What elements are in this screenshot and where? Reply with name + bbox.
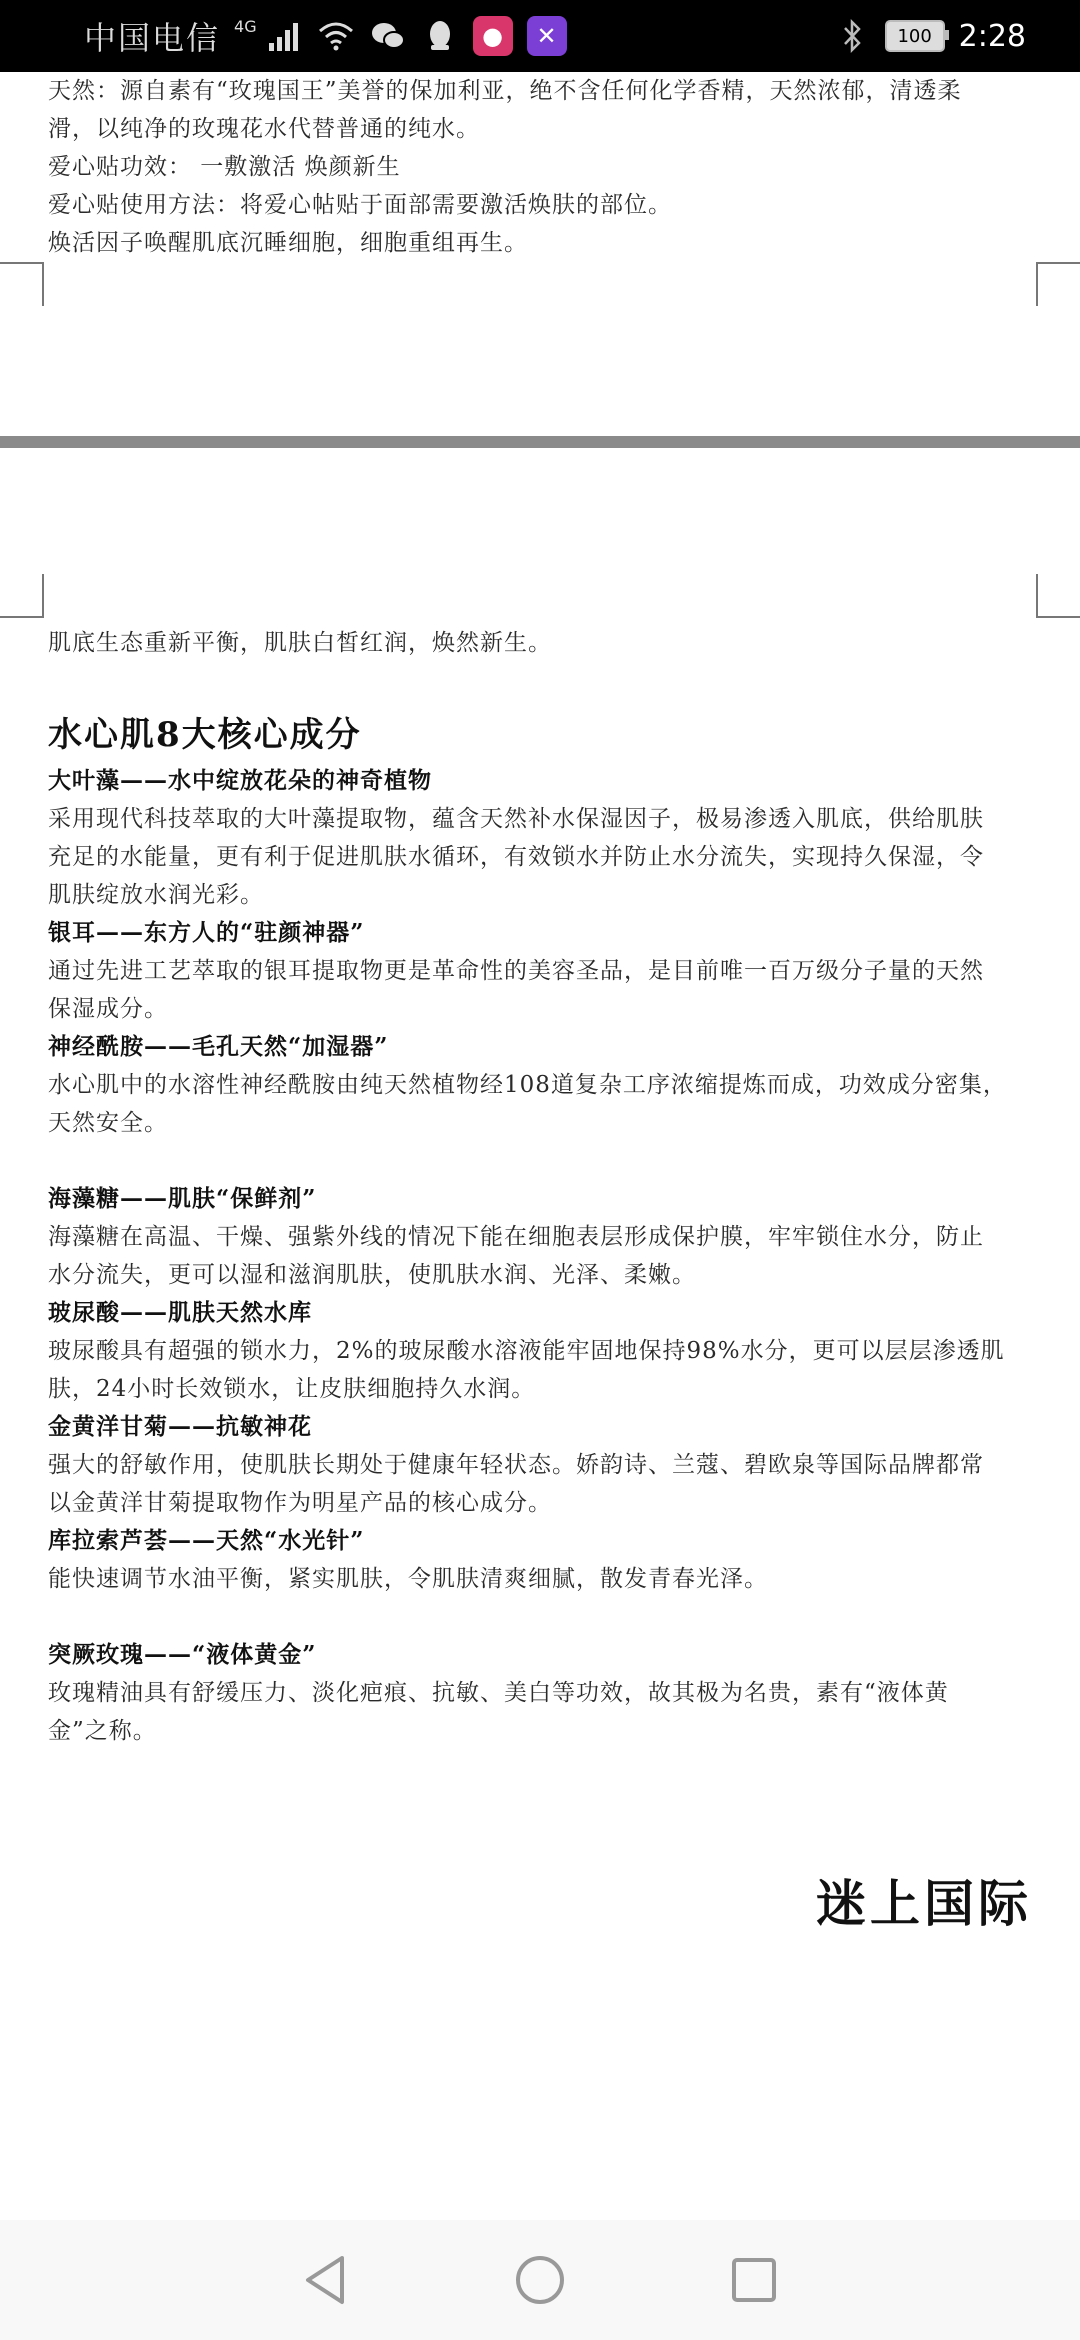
section-heading: 水心肌8大核心成分	[48, 715, 362, 755]
page1-line: 滑，以纯净的玫瑰花水代替普通的纯水。	[48, 116, 480, 142]
bluetooth-icon	[833, 17, 871, 55]
ingredient-desc: 金”之称。	[48, 1718, 157, 1744]
spacer	[48, 1598, 1040, 1636]
ingredient-name: 神经酰胺	[48, 1033, 144, 1060]
status-right	[833, 17, 1026, 55]
document-page-1	[0, 72, 1080, 440]
app-icon-purple: ✕	[527, 16, 567, 56]
page1-line: 焕活因子唤醒肌底沉睡细胞，细胞重组再生。	[48, 230, 528, 256]
ingredient-desc: 保湿成分。	[48, 996, 168, 1022]
recents-icon[interactable]	[722, 2248, 786, 2312]
wechat-icon	[369, 17, 407, 55]
status-bar	[0, 0, 1080, 72]
page1-line: 爱心贴使用方法：将爱心帖贴于面部需要激活焕肤的部位。	[48, 192, 672, 218]
ingredient-desc: 玫瑰精油具有舒缓压力、淡化疤痕、抗敏、美白等功效，故其极为名贵，素有“液体黄	[48, 1680, 949, 1706]
ingredient-desc: 水心肌中的水溶性神经酰胺由纯天然植物经108道复杂工序浓缩提炼而成，功效成分密集，	[48, 1072, 1007, 1098]
ingredient-name: 突厥玫瑰	[48, 1641, 144, 1668]
clock: 2:28	[958, 18, 1026, 54]
ingredient-subtitle: ——肌肤天然水库	[120, 1299, 312, 1326]
ingredients-section	[48, 716, 1040, 1750]
ingredient-desc: 水分流失，更可以湿和滋润肌肤，使肌肤水润、光泽、柔嫩。	[48, 1262, 696, 1288]
ingredient-title	[48, 1408, 1040, 1446]
ingredient-name: 金黄洋甘菊	[48, 1413, 168, 1440]
crop-mark	[0, 262, 44, 306]
signal-icon	[265, 17, 303, 55]
ingredient-title	[48, 1028, 1040, 1066]
ingredient-subtitle: ——“液体黄金”	[144, 1641, 317, 1668]
ingredient-title	[48, 1180, 1040, 1218]
wifi-icon	[317, 17, 355, 55]
ingredient-name: 海藻糖	[48, 1185, 120, 1212]
ingredient-desc: 以金黄洋甘菊提取物作为明星产品的核心成分。	[48, 1490, 552, 1516]
page1-text	[48, 72, 1040, 262]
crop-mark	[0, 574, 44, 618]
status-left	[84, 13, 567, 59]
ingredient-desc: 肌肤绽放水润光彩。	[48, 882, 264, 908]
ingredient-desc: 能快速调节水油平衡，紧实肌肤，令肌肤清爽细腻，散发青春光泽。	[48, 1566, 768, 1592]
brand-name: 迷上国际	[816, 1874, 1032, 1933]
ingredient-name: 库拉索芦荟	[48, 1527, 168, 1554]
crop-mark	[1036, 262, 1080, 306]
ingredient-title	[48, 1636, 1040, 1674]
ingredient-title	[48, 762, 1040, 800]
ingredient-title	[48, 1294, 1040, 1332]
ingredient-subtitle: ——抗敏神花	[168, 1413, 312, 1440]
document-page-2	[0, 448, 1080, 2220]
ingredient-subtitle: ——天然“水光针”	[168, 1527, 365, 1554]
home-icon[interactable]	[508, 2248, 572, 2312]
ingredient-desc: 通过先进工艺萃取的银耳提取物更是革命性的美容圣品，是目前唯一百万级分子量的天然	[48, 958, 984, 984]
qq-icon	[421, 17, 459, 55]
back-icon[interactable]	[294, 2248, 358, 2312]
ingredient-desc: 天然安全。	[48, 1110, 168, 1136]
battery-indicator: 100	[885, 20, 945, 52]
app-icon-pink: ●	[473, 16, 513, 56]
page1-line: 天然：源自素有“玫瑰国王”美誉的保加利亚，绝不含任何化学香精，天然浓郁，清透柔	[48, 78, 962, 104]
ingredient-title	[48, 1522, 1040, 1560]
ingredient-subtitle: ——毛孔天然“加湿器”	[144, 1033, 389, 1060]
page1-line: 爱心贴功效： 一敷激活 焕颜新生	[48, 154, 401, 180]
ingredient-desc: 强大的舒敏作用，使肌肤长期处于健康年轻状态。娇韵诗、兰蔻、碧欧泉等国际品牌都常	[48, 1452, 984, 1478]
ingredient-subtitle: ——水中绽放花朵的神奇植物	[120, 767, 432, 794]
ingredient-subtitle: ——东方人的“驻颜神器”	[96, 919, 365, 946]
crop-mark	[1036, 574, 1080, 618]
network-type: 4G	[234, 16, 257, 36]
ingredient-desc: 充足的水能量，更有利于促进肌肤水循环，有效锁水并防止水分流失，实现持久保湿，令	[48, 844, 984, 870]
ingredient-desc: 采用现代科技萃取的大叶藻提取物，蕴含天然补水保湿因子，极易渗透入肌底，供给肌肤	[48, 806, 984, 832]
intro-line: 肌底生态重新平衡，肌肤白皙红润，焕然新生。	[48, 630, 552, 656]
ingredient-name: 玻尿酸	[48, 1299, 120, 1326]
ingredient-desc: 肤，24小时长效锁水，让皮肤细胞持久水润。	[48, 1376, 536, 1402]
ingredient-name: 银耳	[48, 919, 96, 946]
ingredient-desc: 玻尿酸具有超强的锁水力，2%的玻尿酸水溶液能牢固地保持98%水分，更可以层层渗透肌	[48, 1338, 1005, 1364]
navigation-bar	[0, 2220, 1080, 2340]
carrier-label: 中国电信	[84, 19, 221, 57]
ingredient-desc: 海藻糖在高温、干燥、强紫外线的情况下能在细胞表层形成保护膜，牢牢锁住水分，防止	[48, 1224, 984, 1250]
ingredient-subtitle: ——肌肤“保鲜剂”	[120, 1185, 317, 1212]
ingredient-title	[48, 914, 1040, 952]
spacer	[48, 1142, 1040, 1180]
ingredient-name: 大叶藻	[48, 767, 120, 794]
page-separator	[0, 436, 1080, 448]
page2-intro	[48, 624, 1040, 662]
